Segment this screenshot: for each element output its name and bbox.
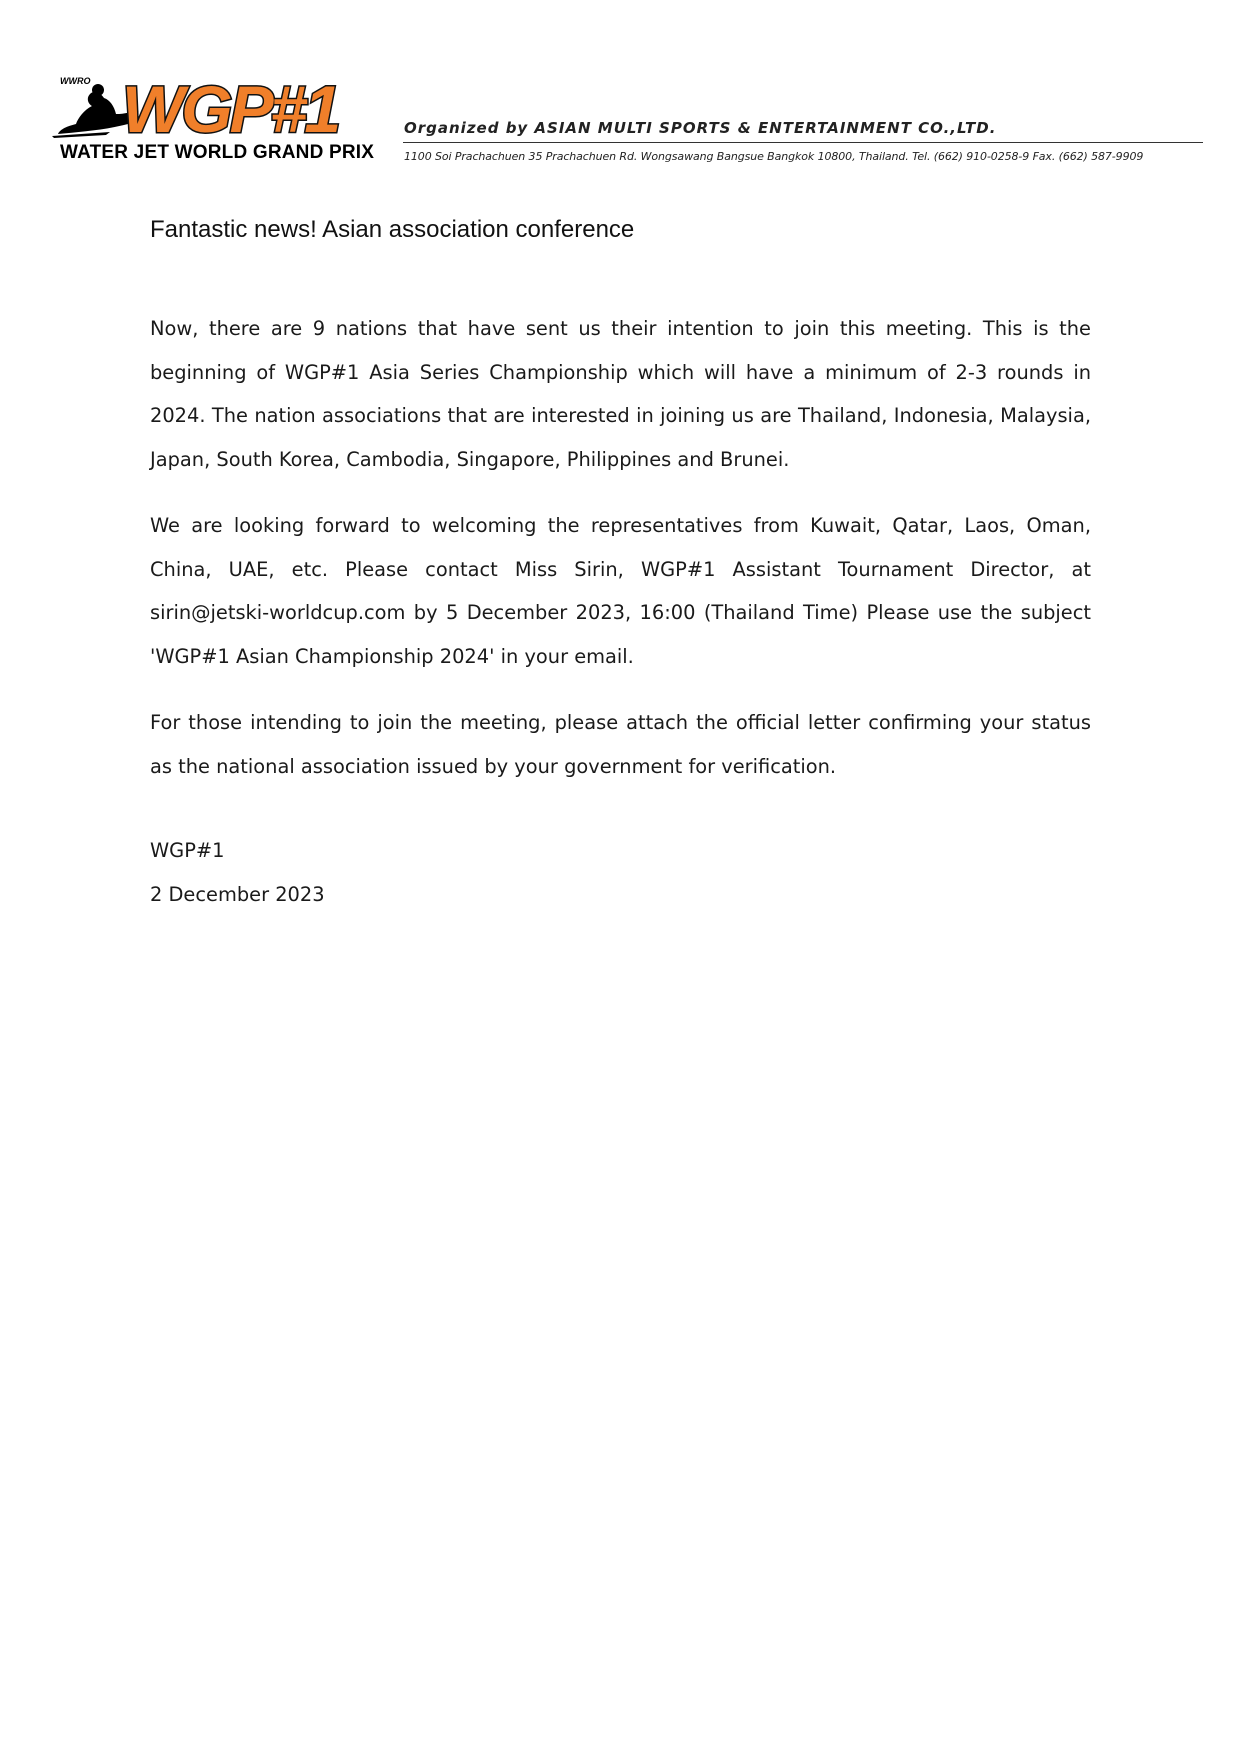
signature-date: 2 December 2023 bbox=[150, 882, 325, 906]
signature-name: WGP#1 bbox=[150, 839, 225, 862]
paragraph-contact: We are looking forward to welcoming the representatives from Kuwait, Qatar, Laos, Oman, China, UAE, etc. Please contact Miss Sirin, WGP#1 Assistant Tournament Director, at sirin@jetski-worldcup.com by 5 December 2023, 16:00 (Thailand Time) Please use the subject 'WGP#1 Asian Championship 2024' in your email. bbox=[150, 514, 1091, 668]
document-title: Fantastic news! Asian association conference bbox=[150, 216, 635, 243]
paragraph-verification: For those intending to join the meeting, please attach the official letter confirming your status as the national association issued by your government for verification. bbox=[150, 711, 1091, 778]
logo-caption: WATER JET WORLD GRAND PRIX bbox=[60, 142, 375, 163]
paragraph-nations: Now, there are 9 nations that have sent us their intention to join this meeting. This is the beginning of WGP#1 Asia Series Championship which will have a minimum of 2-3 rounds in 2024. The nation associations that are interested in joining us are Thailand, Indonesia, Malaysia, Japan, South Korea, Cambodia, Singapore, Philippines and Brunei. bbox=[150, 317, 1091, 471]
logo-top-text: WWRO bbox=[60, 76, 91, 86]
signature-block bbox=[150, 829, 1091, 916]
organizer-line: Organized by ASIAN MULTI SPORTS & ENTERTAINMENT CO.,LTD. bbox=[404, 119, 997, 137]
address-line: 1100 Soi Prachachuen 35 Prachachuen Rd. Wongsawang Bangsue Bangkok 10800, Thailand. Tel. (662) 910-0258-9 Fax. (662) 587-9909 bbox=[404, 150, 1144, 163]
wgp1-logo bbox=[50, 74, 380, 172]
jetski-rider-logo-graphic bbox=[50, 74, 380, 146]
letterhead bbox=[50, 74, 1210, 174]
logo-main-text: WGP#1 bbox=[122, 74, 339, 146]
header-divider bbox=[403, 142, 1203, 143]
document-body bbox=[150, 214, 1091, 916]
